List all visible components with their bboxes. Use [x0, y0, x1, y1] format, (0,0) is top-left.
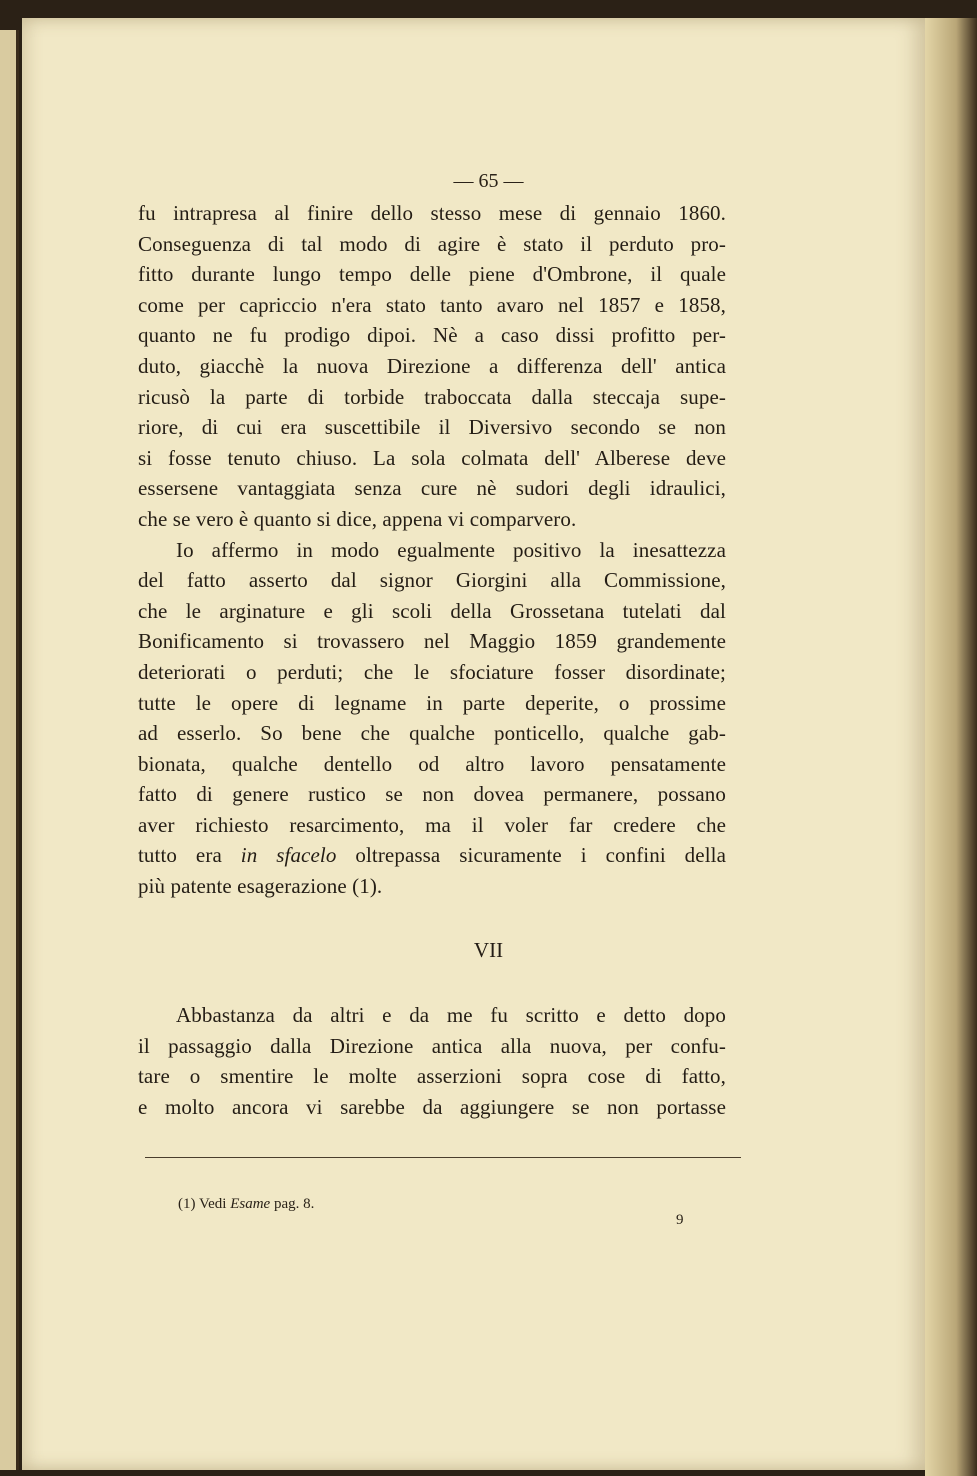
text-line: [138, 840, 726, 871]
text-line: che se vero è quanto si dice, appena vi comparvero.: [138, 506, 577, 531]
text-run: oltrepassa sicuramente i confini della: [336, 843, 726, 868]
footnote-text: (1) Vedi: [178, 1196, 231, 1212]
text-line: Conseguenza di tal modo di agire è stato il perduto pro-: [138, 231, 726, 256]
signature-mark: 9: [676, 1212, 684, 1228]
text-line: quanto ne fu prodigo dipoi. Nè a caso dissi profitto per-: [138, 323, 726, 348]
text-line: aver richiesto resarcimento, ma il voler far credere che: [138, 812, 726, 837]
text-line: si fosse tenuto chiuso. La sola colmata dell' Alberese deve: [138, 445, 726, 470]
text-line: duto, giacchè la nuova Direzione a differenza dell' antica: [138, 353, 726, 378]
page-edge-shadow: [925, 18, 977, 1476]
text-line: ricusò la parte di torbide traboccata dalla steccaja supe-: [138, 384, 726, 409]
text-line: come per capriccio n'era stato tanto avaro nel 1857 e 1858,: [138, 292, 726, 317]
text-line: riore, di cui era suscettibile il Diversivo secondo se non: [138, 415, 726, 440]
footnote-italic: Esame: [230, 1196, 271, 1212]
page-number: — 65 —: [453, 170, 524, 192]
text-line: deteriorati o perduti; che le sfociature fosser disordinate;: [138, 659, 726, 684]
italic-phrase: in sfacelo: [240, 843, 337, 868]
text-line: tutte le opere di legname in parte deperite, o prossime: [138, 690, 726, 715]
text-line: fu intrapresa al finire dello stesso mese di gennaio 1860.: [138, 201, 726, 225]
text-line: fatto di genere rustico se non dovea permanere, possano: [138, 782, 726, 807]
text-line: Io affermo in modo egualmente positivo la inesattezza: [176, 537, 726, 562]
text-line: bionata, qualche dentello od altro lavoro pensatamente: [138, 751, 726, 776]
text-line: essersene vantaggiata senza cure nè sudori degli idraulici,: [138, 476, 726, 501]
text-line: fitto durante lungo tempo delle piene d'Ombrone, il quale: [138, 262, 726, 287]
footnote: [178, 1196, 314, 1213]
text-line: più patente esagerazione (1).: [138, 874, 383, 899]
paragraph-1: [138, 198, 726, 902]
text-run: tutto era: [138, 843, 241, 868]
previous-page-edge: [0, 30, 19, 1470]
text-line: ad esserlo. So bene che qualche ponticello, qualche gab-: [138, 721, 726, 746]
text-line: che le arginature e gli scoli della Grossetana tutelati dal: [138, 598, 726, 623]
paragraph-3: [138, 1000, 726, 1122]
text-line: Bonificamento si trovassero nel Maggio 1859 grandemente: [138, 629, 726, 654]
footnote-text: pag. 8.: [270, 1196, 315, 1212]
text-line: e molto ancora vi sarebbe da aggiungere se non portasse: [138, 1094, 726, 1119]
section-heading: VII: [473, 938, 504, 962]
footnote-rule: [145, 1157, 741, 1158]
text-line: del fatto asserto dal signor Giorgini alla Commissione,: [138, 568, 726, 593]
text-line: Abbastanza da altri e da me fu scritto e detto dopo: [176, 1003, 726, 1027]
text-line: il passaggio dalla Direzione antica alla nuova, per confu-: [138, 1033, 726, 1058]
text-line: tare o smentire le molte asserzioni sopra cose di fatto,: [138, 1064, 726, 1089]
